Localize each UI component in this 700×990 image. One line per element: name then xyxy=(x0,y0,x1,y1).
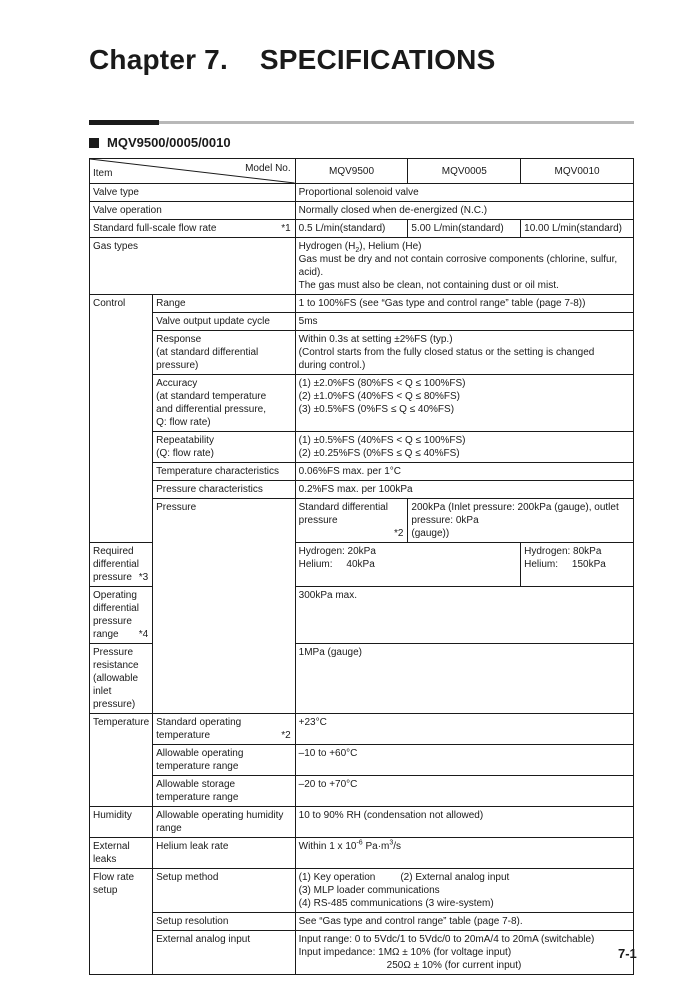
section-heading xyxy=(89,135,231,150)
gas-types-line1: Hydrogen $(H_2)$, Helium (He) xyxy=(298,241,422,254)
pressure-group-label: Pressure xyxy=(153,499,296,714)
gas-types-line3: The gas must also be clean, not containing dust or oil mist. xyxy=(298,280,559,291)
range-label: Range xyxy=(153,295,296,313)
temperature-group-label: Temperature xyxy=(90,714,153,807)
analog-input-label: External analog input xyxy=(153,931,296,975)
model-header-mqv9500: MQV9500 xyxy=(295,159,408,184)
model-no-label: Model No. xyxy=(245,163,291,174)
table-row xyxy=(90,499,634,543)
valve-type-value: Proportional solenoid valve xyxy=(295,184,633,202)
flow-rate-mqv0010: 10.00 L/min(standard) xyxy=(521,220,634,238)
resistance-value: 1MPa (gauge) xyxy=(295,644,633,714)
table-row xyxy=(90,776,634,807)
setup-method-value: (1) Key operation (2) External analog input (3) MLP loader communications (4) RS-485 communications (3 wire-system) xyxy=(295,869,633,913)
setup-method-label: Setup method xyxy=(153,869,296,913)
update-cycle-value: 5ms xyxy=(295,313,633,331)
table-row xyxy=(90,481,634,499)
std-diff-note: *2 xyxy=(393,528,404,539)
chapter-title: Chapter 7. SPECIFICATIONS xyxy=(89,44,496,75)
external-leaks-group-label: External leaks xyxy=(90,838,153,869)
gas-types-label: Gas types xyxy=(90,238,296,295)
flow-rate-setup-group-label: Flow rate setup xyxy=(90,869,153,975)
setup-resolution-value: See “Gas type and control range” table (page 7-8). xyxy=(295,913,633,931)
op-diff-value: 300kPa max. xyxy=(295,587,633,644)
analog-input-value: Input range: 0 to 5Vdc/1 to 5Vdc/0 to 20mA/4 to 20mA (switchable) Input impedance: 1MΩ ± 10% (for voltage input) 250Ω ± 10% (for current input) xyxy=(295,931,633,975)
table-row xyxy=(90,714,634,745)
response-value: Within 0.3s at setting ±2%FS (typ.) (Control starts from the fully closed status or the setting is changed during control.) xyxy=(295,331,633,375)
control-group-label: Control xyxy=(90,295,153,543)
table-row xyxy=(90,184,634,202)
std-op-temp-value: +23°C xyxy=(295,714,633,745)
req-diff-right-value: Hydrogen: 80kPa Helium: 150kPa xyxy=(521,543,634,587)
range-value: 1 to 100%FS (see “Gas type and control range” table (page 7-8)) xyxy=(295,295,633,313)
setup-resolution-label: Setup resolution xyxy=(153,913,296,931)
flow-rate-mqv0005: 5.00 L/min(standard) xyxy=(408,220,521,238)
pressure-char-label: Pressure characteristics xyxy=(153,481,296,499)
humidity-label: Allowable operating humidity range xyxy=(153,807,296,838)
accuracy-value: (1) ±2.0%FS (80%FS < Q ≤ 100%FS) (2) ±1.0%FS (40%FS < Q ≤ 80%FS) (3) ±0.5%FS (0%FS ≤ Q ≤ 40%FS) xyxy=(295,375,633,432)
flow-rate-note: *1 xyxy=(281,223,291,234)
op-diff-note: *4 xyxy=(138,629,149,640)
std-diff-label: Standard differential pressure xyxy=(298,502,388,526)
table-row xyxy=(90,838,634,869)
flow-rate-label-cell xyxy=(90,220,296,238)
table-row xyxy=(90,807,634,838)
table-row xyxy=(90,463,634,481)
gas-types-value xyxy=(295,238,633,295)
item-label: Item xyxy=(93,168,113,179)
allow-op-temp-value: –10 to +60°C xyxy=(295,745,633,776)
flow-rate-label: Standard full-scale flow rate xyxy=(93,223,217,234)
header-corner-cell xyxy=(90,159,296,184)
flow-rate-mqv9500: 0.5 L/min(standard) xyxy=(295,220,408,238)
req-diff-note: *3 xyxy=(138,572,149,583)
pressure-char-value: 0.2%FS max. per 100kPa xyxy=(295,481,633,499)
table-row xyxy=(90,202,634,220)
square-bullet-icon xyxy=(89,138,99,148)
valve-operation-value: Normally closed when de-energized (N.C.) xyxy=(295,202,633,220)
req-diff-label-cell xyxy=(90,543,153,587)
std-diff-value: 200kPa (Inlet pressure: 200kPa (gauge), outlet pressure: 0kPa (gauge)) xyxy=(408,499,634,543)
update-cycle-label: Valve output update cycle xyxy=(153,313,296,331)
allow-op-temp-label: Allowable operating temperature range xyxy=(153,745,296,776)
helium-leak-label: Helium leak rate xyxy=(153,838,296,869)
table-row xyxy=(90,220,634,238)
accuracy-label: Accuracy (at standard temperature and differential pressure, Q: flow rate) xyxy=(153,375,296,432)
temp-char-label: Temperature characteristics xyxy=(153,463,296,481)
title-rule-light xyxy=(159,121,634,124)
table-row xyxy=(90,913,634,931)
table-row xyxy=(90,295,634,313)
table-header-row xyxy=(90,159,634,184)
table-row xyxy=(90,869,634,913)
response-label: Response (at standard differential pressure) xyxy=(153,331,296,375)
std-op-temp-label-cell: Standard operating temperature *2 xyxy=(153,714,296,745)
gas-types-line2: Gas must be dry and not contain corrosive components (chlorine, sulfur, acid). xyxy=(298,254,618,278)
std-diff-label-cell xyxy=(295,499,408,543)
section-heading-text: MQV9500/0005/0010 xyxy=(107,135,231,150)
table-row xyxy=(90,313,634,331)
std-op-temp-note: *2 xyxy=(281,730,291,741)
table-row xyxy=(90,331,634,375)
model-header-mqv0010: MQV0010 xyxy=(521,159,634,184)
req-diff-label: Required differential pressure xyxy=(93,546,139,583)
resistance-label: Pressure resistance (allowable inlet pressure) xyxy=(90,644,153,714)
op-diff-label-cell: Operating differential pressure range *4 xyxy=(90,587,153,644)
table-row xyxy=(90,432,634,463)
temp-char-value: 0.06%FS max. per 1°C xyxy=(295,463,633,481)
helium-leak-value: Within 1 x $10^{-6}$ $Pa\cdot m^3/s$ xyxy=(295,838,633,869)
table-row xyxy=(90,238,634,295)
allow-storage-temp-value: –20 to +70°C xyxy=(295,776,633,807)
title-rule-dark xyxy=(89,120,159,125)
table-row xyxy=(90,375,634,432)
table-row xyxy=(90,931,634,975)
model-header-mqv0005: MQV0005 xyxy=(408,159,521,184)
humidity-group-label: Humidity xyxy=(90,807,153,838)
req-diff-left-value: Hydrogen: 20kPa Helium: 40kPa xyxy=(295,543,521,587)
valve-type-label: Valve type xyxy=(90,184,296,202)
humidity-value: 10 to 90% RH (condensation not allowed) xyxy=(295,807,633,838)
repeatability-label: Repeatability (Q: flow rate) xyxy=(153,432,296,463)
specification-table xyxy=(89,158,634,975)
table-row xyxy=(90,745,634,776)
repeatability-value: (1) ±0.5%FS (40%FS < Q ≤ 100%FS) (2) ±0.25%FS (0%FS ≤ Q ≤ 40%FS) xyxy=(295,432,633,463)
valve-operation-label: Valve operation xyxy=(90,202,296,220)
page-number: 7-1 xyxy=(618,946,637,961)
allow-storage-temp-label: Allowable storage temperature range xyxy=(153,776,296,807)
